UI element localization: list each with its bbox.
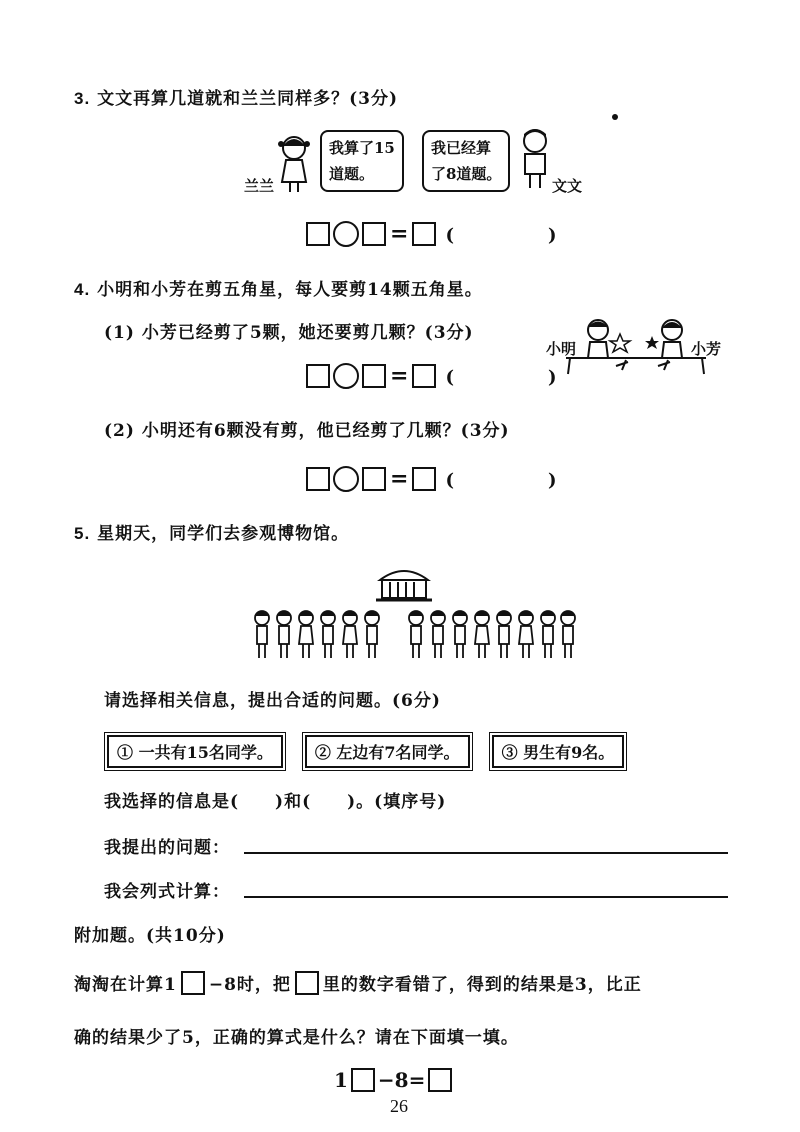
bonus-equation xyxy=(334,1068,455,1092)
q4-1-unit-paren[interactable]: ( ) xyxy=(445,367,595,388)
info-text-1: ① 一共有15名同学。 xyxy=(107,735,283,768)
q5-question-answer-line[interactable] xyxy=(244,852,728,854)
q4-number: 4. xyxy=(74,280,91,299)
info-text-2: ② 左边有7名同学。 xyxy=(305,735,470,768)
q4-sub2-equation xyxy=(306,466,594,492)
info-box-1 xyxy=(104,732,286,771)
q5-choose-label: 我选择的信息是( )和( )。(填序号) xyxy=(104,792,447,812)
q4-1-blank-2[interactable] xyxy=(362,364,386,388)
bonus-line1-part-a: 淘淘在计算1 xyxy=(74,975,177,995)
page-number: 26 xyxy=(390,1096,408,1116)
bonus-eq-result-box[interactable] xyxy=(428,1068,452,1092)
q4-2-equals-sign: = xyxy=(390,466,409,492)
q3-number: 3. xyxy=(74,89,91,108)
q4-sub1: (1) 小芳已经剪了5颗，她还要剪几颗？(3分) xyxy=(104,323,474,343)
bonus-line1-part-c: 里的数字看错了，得到的结果是3，比正 xyxy=(322,975,642,995)
bonus-eq-mid: −8= xyxy=(377,1068,426,1092)
q5-title xyxy=(74,519,349,544)
q3-text: 文文再算几道就和兰兰同样多？(3分) xyxy=(97,89,399,109)
q3-title xyxy=(74,84,398,109)
boy-wenwen-illustration xyxy=(516,126,554,192)
q4-2-answer-box[interactable] xyxy=(412,467,436,491)
xiaofang-label: 小芳 xyxy=(691,340,722,358)
q4-2-unit-paren[interactable]: ( ) xyxy=(445,470,595,491)
q3-unit-paren[interactable]: ( ) xyxy=(445,225,595,246)
boy-speech-line2: 了8道题。 xyxy=(431,165,502,183)
info-box-2 xyxy=(302,732,473,771)
students-group-illustration xyxy=(248,608,578,664)
q4-1-operator-circle[interactable] xyxy=(333,363,359,389)
q3-answer-box[interactable] xyxy=(412,222,436,246)
q4-text: 小明和小芳在剪五角星，每人要剪14颗五角星。 xyxy=(97,280,483,300)
q5-question-label: 我提出的问题： xyxy=(104,838,230,858)
q4-2-blank-1[interactable] xyxy=(306,467,330,491)
bonus-line2: 确的结果少了5，正确的算式是什么？请在下面填一填。 xyxy=(74,1028,519,1048)
q3-blank-2[interactable] xyxy=(362,222,386,246)
q4-1-equals-sign: = xyxy=(390,363,409,389)
q5-number: 5. xyxy=(74,524,91,543)
xiaoming-label: 小明 xyxy=(546,340,577,358)
q5-info-row xyxy=(104,732,627,771)
q4-1-answer-box[interactable] xyxy=(412,364,436,388)
girl-speech-line2: 道题。 xyxy=(329,165,375,183)
q3-blank-1[interactable] xyxy=(306,222,330,246)
bonus-title: 附加题。(共10分) xyxy=(74,926,226,946)
q5-prompt: 请选择相关信息，提出合适的问题。(6分) xyxy=(104,691,441,711)
bonus-inline-box-1[interactable] xyxy=(181,971,205,995)
bonus-eq-prefix: 1 xyxy=(334,1068,348,1092)
q3-equals-sign: = xyxy=(390,221,409,247)
q4-2-blank-2[interactable] xyxy=(362,467,386,491)
girl-speech-line1: 我算了15 xyxy=(329,139,395,157)
bonus-line1-part-b: −8时，把 xyxy=(208,975,291,995)
boy-speech-line1: 我已经算 xyxy=(431,139,492,157)
q4-2-operator-circle[interactable] xyxy=(333,466,359,492)
bonus-inline-box-2[interactable] xyxy=(295,971,319,995)
ink-dot xyxy=(612,114,618,120)
q4-title xyxy=(74,275,483,300)
info-text-3: ③ 男生有9名。 xyxy=(492,735,625,768)
girl-speech-bubble xyxy=(320,130,404,192)
q4-sub2: (2) 小明还有6颗没有剪，他已经剪了几颗？(3分) xyxy=(104,421,510,441)
q5-calc-label: 我会列式计算： xyxy=(104,882,230,902)
boy-speech-bubble xyxy=(422,130,510,192)
girl-name-label: 兰兰 xyxy=(244,177,275,195)
q4-sub1-equation xyxy=(306,363,594,389)
bonus-eq-digit-box[interactable] xyxy=(351,1068,375,1092)
q5-text: 星期天，同学们去参观博物馆。 xyxy=(97,524,350,544)
info-box-3 xyxy=(489,732,628,771)
boy-name-label: 文文 xyxy=(552,177,583,195)
museum-illustration xyxy=(376,562,432,604)
girl-lanlan-illustration xyxy=(272,132,316,194)
q3-equation xyxy=(306,221,594,247)
q4-1-blank-1[interactable] xyxy=(306,364,330,388)
q3-operator-circle[interactable] xyxy=(333,221,359,247)
bonus-line1 xyxy=(74,970,642,995)
q5-calc-answer-line[interactable] xyxy=(244,896,728,898)
